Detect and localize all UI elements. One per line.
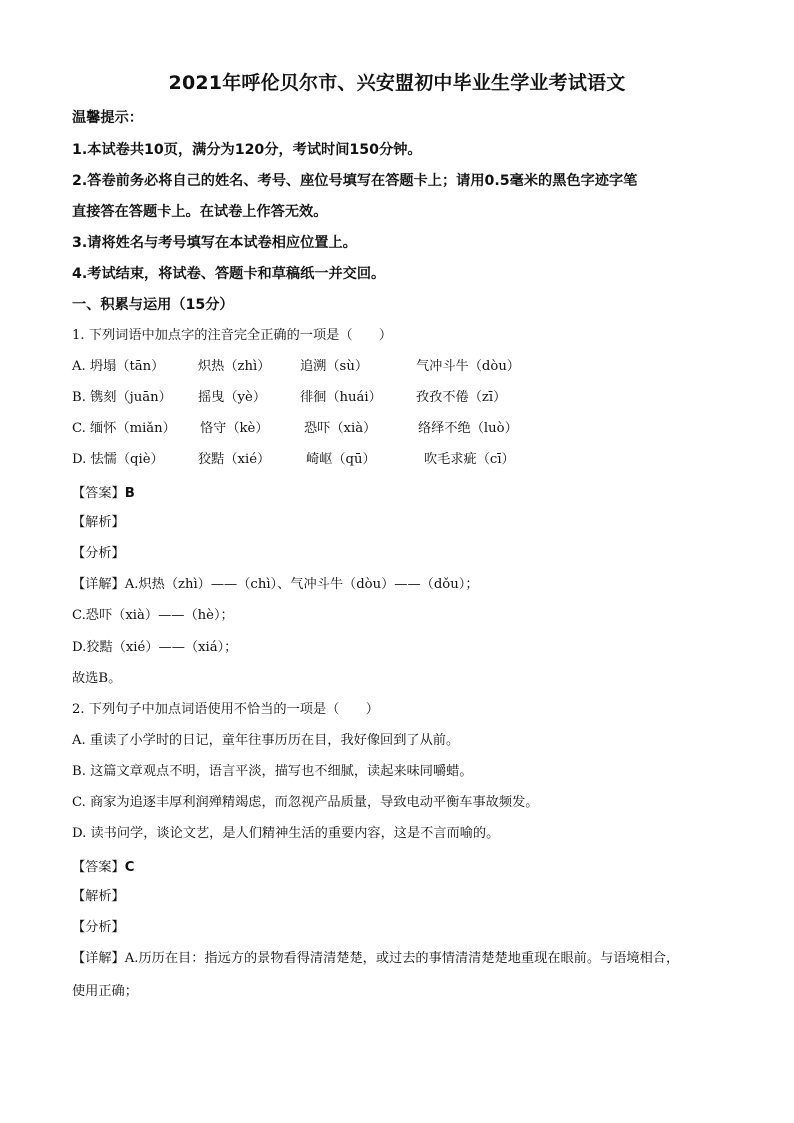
answer-value: C [124,860,135,875]
question-1-stem: 1. 下列词语中加点字的注音完全正确的一项是（ ） [72,328,393,343]
option-word: 恐吓（xià） [304,421,377,436]
question-2-answer [72,856,134,878]
question-1-detail-2: C.恐吓（xià）——（hè）； [72,608,234,623]
question-2-option-d: D. 读书问学，谈论文艺，是人们精神生活的重要内容，这是不言而喻的。 [72,826,500,841]
tip-line-4: 3.请将姓名与考号填写在本试卷相应位置上。 [72,235,357,251]
question-2-option-a: A. 重读了小学时的日记，童年往事历历在目，我好像回到了从前。 [72,733,460,748]
option-word: 追溯（sù） [300,359,369,374]
question-1-detail-4: 故选B。 [72,671,122,686]
option-word: 狡黠（xié） [198,452,271,467]
tip-line-5: 4.考试结束，将试卷、答题卡和草稿纸一并交回。 [72,266,386,282]
page-title: 2021年呼伦贝尔市、兴安盟初中毕业生学业考试语文 [168,72,626,94]
question-2-option-b: B. 这篇文章观点不明，语言平淡，描写也不细腻，读起来味同嚼蜡。 [72,764,473,779]
answer-label: 【答案】 [72,860,125,875]
option-word: D. 怯懦（qiè） [72,452,164,467]
section-heading: 一、积累与运用（15分） [72,297,234,313]
option-word: 吹毛求疵（cī） [424,452,515,467]
question-2-detail-1: 【详解】A.历历在目：指远方的景物看得清清楚楚，或过去的事情清清楚楚地重现在眼前。与语境相合， [72,951,680,966]
question-2-fenxi-label: 【分析】 [72,920,125,935]
option-word: 气冲斗牛（dòu） [416,359,520,374]
tip-line-2: 2.答卷前务必将自己的姓名、考号、座位号填写在答题卡上；请用0.5毫米的黑色字迹字笔 [72,173,638,189]
question-2-option-c: C. 商家为追逐丰厚利润殚精竭虑，而忽视产品质量，导致电动平衡车事故频发。 [72,795,539,810]
option-word: 炽热（zhì） [198,359,271,374]
question-1-detail-3: D.狡黠（xié）——（xiá）； [72,640,238,655]
question-1-answer [72,482,135,504]
tip-line-3: 直接答在答题卡上。在试卷上作答无效。 [72,204,328,220]
option-word: 恪守（kè） [200,421,269,436]
question-1-detail-1: 【详解】A.炽热（zhì）——（chì）、气冲斗牛（dòu）——（dǒu）； [72,577,479,592]
question-1-fenxi-label: 【分析】 [72,546,125,561]
option-word: 徘徊（huái） [300,390,382,405]
question-1-analysis-label: 【解析】 [72,515,125,530]
option-word: C. 缅怀（miǎn） [72,421,176,436]
option-word: A. 坍塌（tān） [72,359,165,374]
answer-value: B [124,486,135,501]
question-2-stem: 2. 下列句子中加点词语使用不恰当的一项是（ ） [72,702,379,717]
option-word: 孜孜不倦（zī） [416,390,507,405]
question-2-detail-2: 使用正确； [72,984,138,999]
option-word: 崎岖（qū） [306,452,376,467]
tip-line-1: 1.本试卷共10页，满分为120分，考试时间150分钟。 [72,142,422,158]
tips-heading: 温馨提示： [72,110,143,126]
option-word: B. 镌刻（juān） [72,390,172,405]
option-word: 摇曳（yè） [198,390,267,405]
answer-label: 【答案】 [72,486,125,501]
option-word: 络绎不绝（luò） [418,421,518,436]
question-2-analysis-label: 【解析】 [72,889,125,904]
